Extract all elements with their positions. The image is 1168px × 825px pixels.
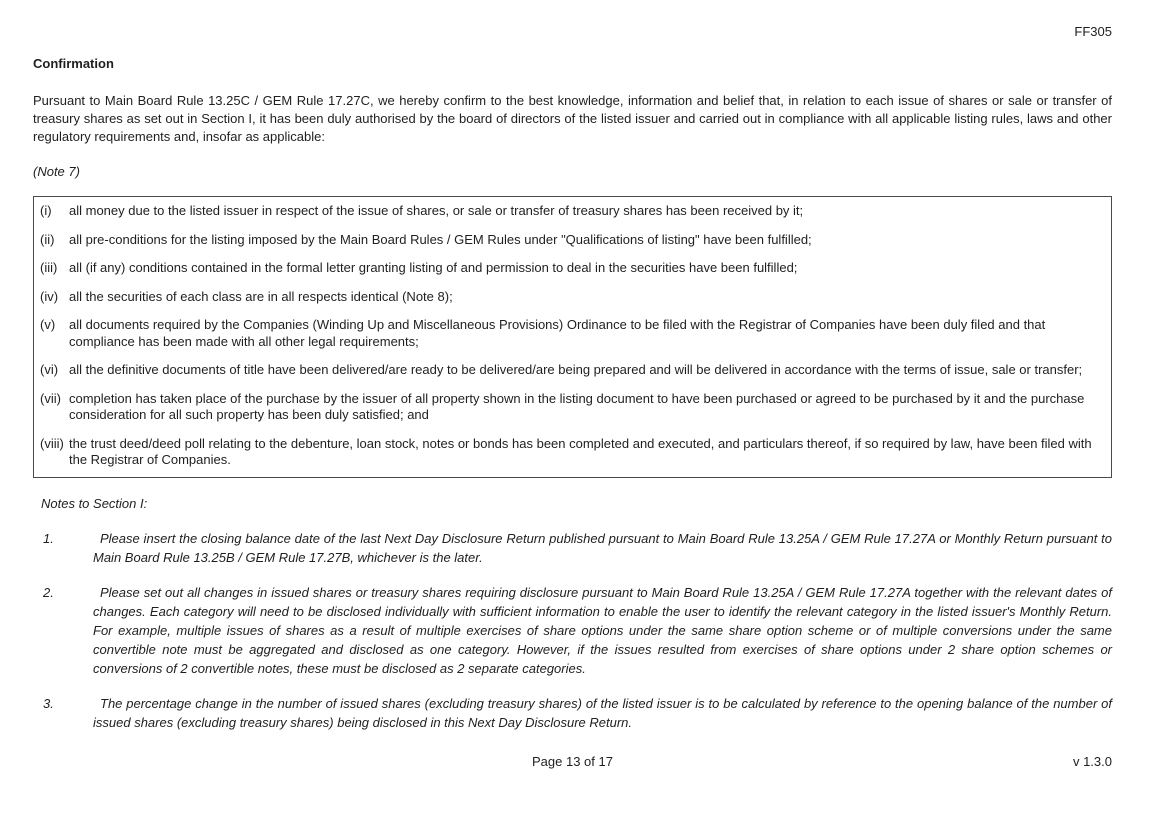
item-marker: (iv) [40, 288, 59, 304]
note-number: 1. [43, 530, 54, 546]
item-text: all money due to the listed issuer in respect of the issue of shares, or sale or transfer of treasury shares has been received by it; [69, 203, 804, 218]
notes-heading: Notes to Section I: [41, 495, 148, 511]
item-text: all (if any) conditions contained in the formal letter granting listing of and permission to deal in the securities have been fulfilled; [69, 260, 798, 275]
note-text: Please set out all changes in issued shares or treasury shares requiring disclosure pursuant to Main Board Rule 13.25A / GEM Rule 17.27A together with the relevant dates of changes. Each category will need to be disclosed individually with sufficient information to enable the user to identify the relevant category in the listed issuer's Monthly Return. For example, multiple issues of shares as a result of multiple exercises of share options under the same share option scheme or of multiple conversions under the same convertible note must be aggregated and disclosed as one category. However, if the issues resulted from exercises of share options under 2 share option schemes or conversions of 2 convertible notes, these must be disclosed as 2 separate categories. [93, 584, 1112, 676]
note-text: The percentage change in the number of issued shares (excluding treasury shares) of the listed issuer is to be calculated by reference to the opening balance of the number of issued shares (excluding treasury shares) being disclosed in this Next Day Disclosure Return. [93, 695, 1112, 730]
note-item [43, 694, 1112, 732]
confirmation-heading: Confirmation [33, 56, 114, 71]
page-footer [33, 754, 1112, 770]
item-marker: (iii) [40, 260, 58, 275]
confirmation-item [40, 203, 1101, 220]
confirmation-item [40, 317, 1101, 350]
item-marker: (i) [40, 203, 52, 218]
item-marker: (vi) [40, 362, 59, 377]
version-label: v 1.3.0 [1072, 753, 1112, 769]
item-text: all the definitive documents of title have been delivered/are ready to be delivered/are being prepared and will be delivered in accordance with the terms of issue, sale or transfer; [69, 362, 1083, 377]
item-marker: (vii) [40, 390, 61, 406]
note-reference: (Note 7) [33, 164, 80, 179]
confirmation-item [40, 362, 1101, 379]
page-number: Page 13 of 17 [532, 753, 613, 769]
item-text: all the securities of each class are in all respects identical (Note 8); [69, 288, 453, 304]
form-code: FF305 [1074, 24, 1112, 39]
note-text: Please insert the closing balance date of the last Next Day Disclosure Return published pursuant to Main Board Rule 13.25A / GEM Rule 17.27A or Monthly Return pursuant to Main Board Rule 13.25B / GEM Rule 17.27B, whichever is the later. [93, 530, 1112, 565]
item-text: all documents required by the Companies (Winding Up and Miscellaneous Provisions) Ordinance to be filed with the Registrar of Companies have been duly filed and that compliance has been made with all other legal requirements; [69, 317, 1046, 349]
item-text: completion has taken place of the purchase by the issuer of all property shown in the listing document to have been purchased or agreed to be purchased by it and the purchase consideration for all such property has been duly satisfied; and [69, 390, 1085, 422]
item-marker: (v) [40, 317, 56, 332]
item-marker: (ii) [40, 231, 55, 247]
confirmation-item [40, 260, 1101, 277]
confirmation-item [40, 232, 1101, 249]
confirmation-items-box [33, 196, 1112, 478]
note-item [43, 583, 1112, 678]
item-text: the trust deed/deed poll relating to the debenture, loan stock, notes or bonds has been completed and executed, and particulars thereof, if so required by law, have been filed with the Registrar of Companies. [69, 435, 1092, 467]
item-marker: (viii) [40, 435, 64, 451]
note-number: 2. [43, 584, 54, 600]
confirmation-item [40, 391, 1101, 424]
intro-paragraph: Pursuant to Main Board Rule 13.25C / GEM Rule 17.27C, we hereby confirm to the best knowledge, information and belief that, in relation to each issue of shares or sale or transfer of treasury shares as set out in Section I, it has been duly authorised by the board of directors of the listed issuer and carried out in compliance with all applicable listing rules, laws and other regulatory requirements and, insofar as applicable: [33, 93, 1112, 144]
note-item [43, 529, 1112, 567]
note-number: 3. [43, 695, 54, 711]
confirmation-item [40, 289, 1101, 306]
confirmation-item [40, 436, 1101, 469]
item-text: all pre-conditions for the listing imposed by the Main Board Rules / GEM Rules under "Qualifications of listing" have been fulfilled; [69, 231, 812, 247]
